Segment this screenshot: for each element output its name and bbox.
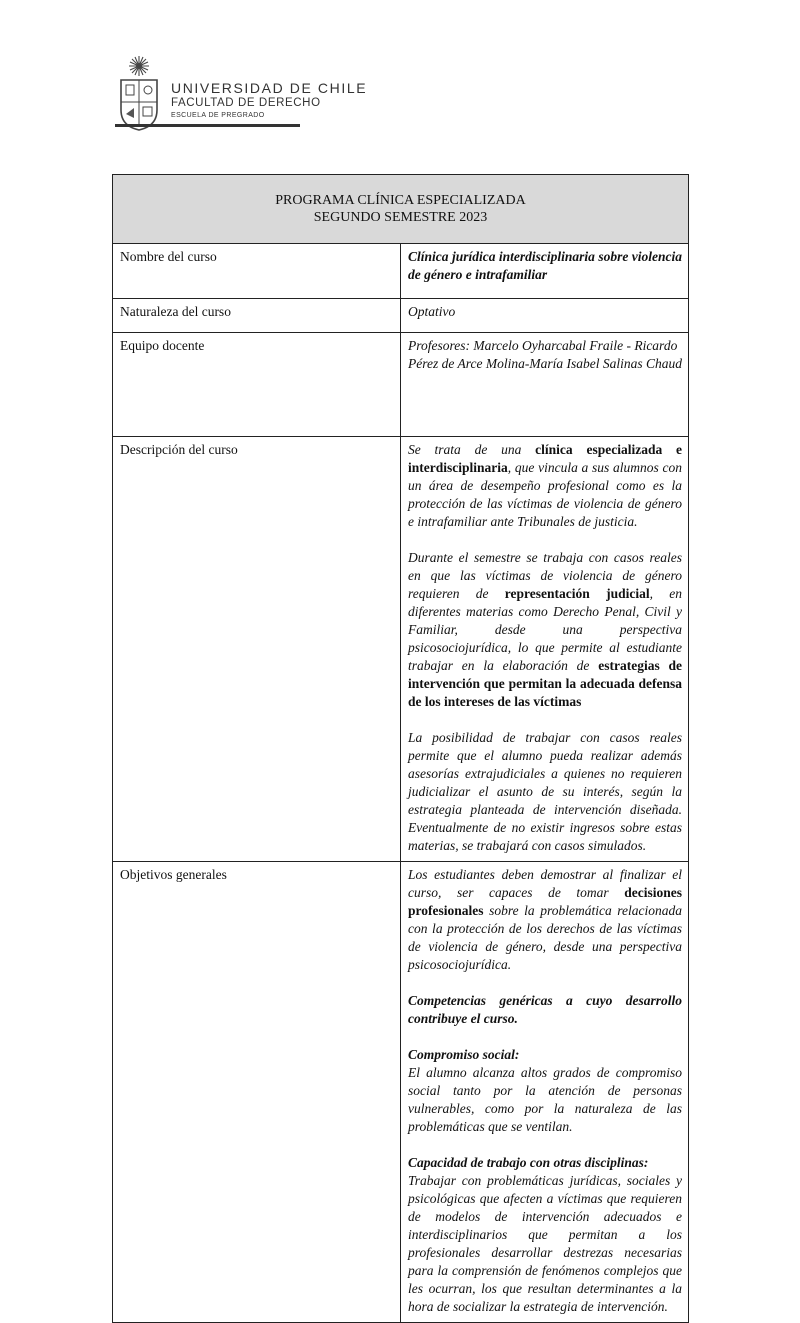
label-cell bbox=[113, 244, 401, 299]
course-nature-label: Naturaleza del curso bbox=[120, 304, 231, 319]
social-commitment-block: Compromiso social: El alumno alcanza altos grados de compromiso social tanto por la atención de personas vulnerables, como por la naturaleza de las problemáticas que se ventilan. bbox=[408, 1047, 682, 1134]
table-header-row bbox=[113, 175, 689, 244]
table-row bbox=[113, 862, 689, 1323]
teaching-team-value: Profesores: Marcelo Oyharcabal Fraile - Ricardo Pérez de Arce Molina-María Isabel Salinas Chaud bbox=[408, 338, 682, 371]
value-cell bbox=[401, 244, 689, 299]
table-row bbox=[113, 333, 689, 437]
description-paragraph: Se trata de una clínica especializada e interdisciplinaria, que vincula a sus alumnos con un área de desempeño profesional como es la protección de las víctimas de violencia de género e intrafamiliar ante Tribunales de justicia. bbox=[408, 442, 682, 529]
table-row bbox=[113, 437, 689, 862]
value-cell bbox=[401, 862, 689, 1323]
description-paragraph: La posibilidad de trabajar con casos reales permite que el alumno pueda realizar además asesorías extrajudiciales a quienes no requieren judicializar el asunto de su interés, según la estrategia planteada de intervención diseñada. Eventualmente de no existir ingresos sobre estas materias, se trabajará con casos simulados. bbox=[408, 730, 682, 853]
logo-underline bbox=[115, 124, 300, 127]
university-seal-icon bbox=[115, 52, 163, 132]
value-cell bbox=[401, 299, 689, 333]
objectives-paragraph: Los estudiantes deben demostrar al finalizar el curso, ser capaces de tomar decisiones profesionales sobre la problemática relacionada con la protección de los derechos de las víctimas de violencia de género, desde una perspectiva psicosociojurídica. bbox=[408, 867, 682, 972]
value-cell bbox=[401, 333, 689, 437]
university-name: UNIVERSIDAD DE CHILE bbox=[171, 80, 368, 96]
table-row bbox=[113, 244, 689, 299]
semester-title: SEGUNDO SEMESTRE 2023 bbox=[313, 210, 488, 225]
teaching-team-label: Equipo docente bbox=[120, 338, 205, 353]
general-objectives-label: Objetivos generales bbox=[120, 867, 227, 882]
table-title-cell bbox=[113, 175, 689, 244]
interdisciplinary-heading: Capacidad de trabajo con otras disciplinas: bbox=[408, 1155, 649, 1170]
course-name-label: Nombre del curso bbox=[120, 249, 217, 264]
course-description-label: Descripción del curso bbox=[120, 442, 238, 457]
label-cell bbox=[113, 437, 401, 862]
course-nature-value: Optativo bbox=[408, 304, 456, 319]
label-cell bbox=[113, 333, 401, 437]
social-commitment-heading: Compromiso social: bbox=[408, 1047, 520, 1062]
table-row bbox=[113, 299, 689, 333]
competencies-heading: Competencias genéricas a cuyo desarrollo contribuye el curso. bbox=[408, 993, 682, 1026]
general-objectives-value bbox=[401, 862, 688, 1322]
course-name-value: Clínica jurídica interdisciplinaria sobre violencia de género e intrafamiliar bbox=[408, 249, 682, 282]
faculty-name: FACULTAD DE DERECHO bbox=[171, 97, 321, 109]
value-cell bbox=[401, 437, 689, 862]
description-paragraph: Durante el semestre se trabaja con casos reales en que las víctimas de violencia de género requieren de representación judicial, en diferentes materias como Derecho Penal, Civil y Familiar, desde una perspectiva psicosociojurídica, lo que permite al estudiante trabajar en la elaboración de estrategias de intervención que permitan la adecuada defensa de los intereses de las víctimas bbox=[408, 550, 682, 709]
program-table bbox=[112, 174, 689, 1323]
interdisciplinary-block: Capacidad de trabajo con otras disciplinas: Trabajar con problemáticas jurídicas, sociales y psicológicas que afecten a víctimas que requieren de modelos de intervención adecuados e interdisciplinarios que permitan a los profesionales desarrollar destrezas necesarias para la comprensión de fenómenos complejos que les ocurran, los que resultan determinantes a la hora de socializar la estrategia de intervención. bbox=[408, 1155, 682, 1314]
label-cell bbox=[113, 862, 401, 1323]
school-name: ESCUELA DE PREGRADO bbox=[171, 112, 265, 119]
program-title: PROGRAMA CLÍNICA ESPECIALIZADA bbox=[275, 193, 526, 208]
university-logo bbox=[115, 52, 368, 132]
course-description-value bbox=[401, 437, 688, 861]
label-cell bbox=[113, 299, 401, 333]
